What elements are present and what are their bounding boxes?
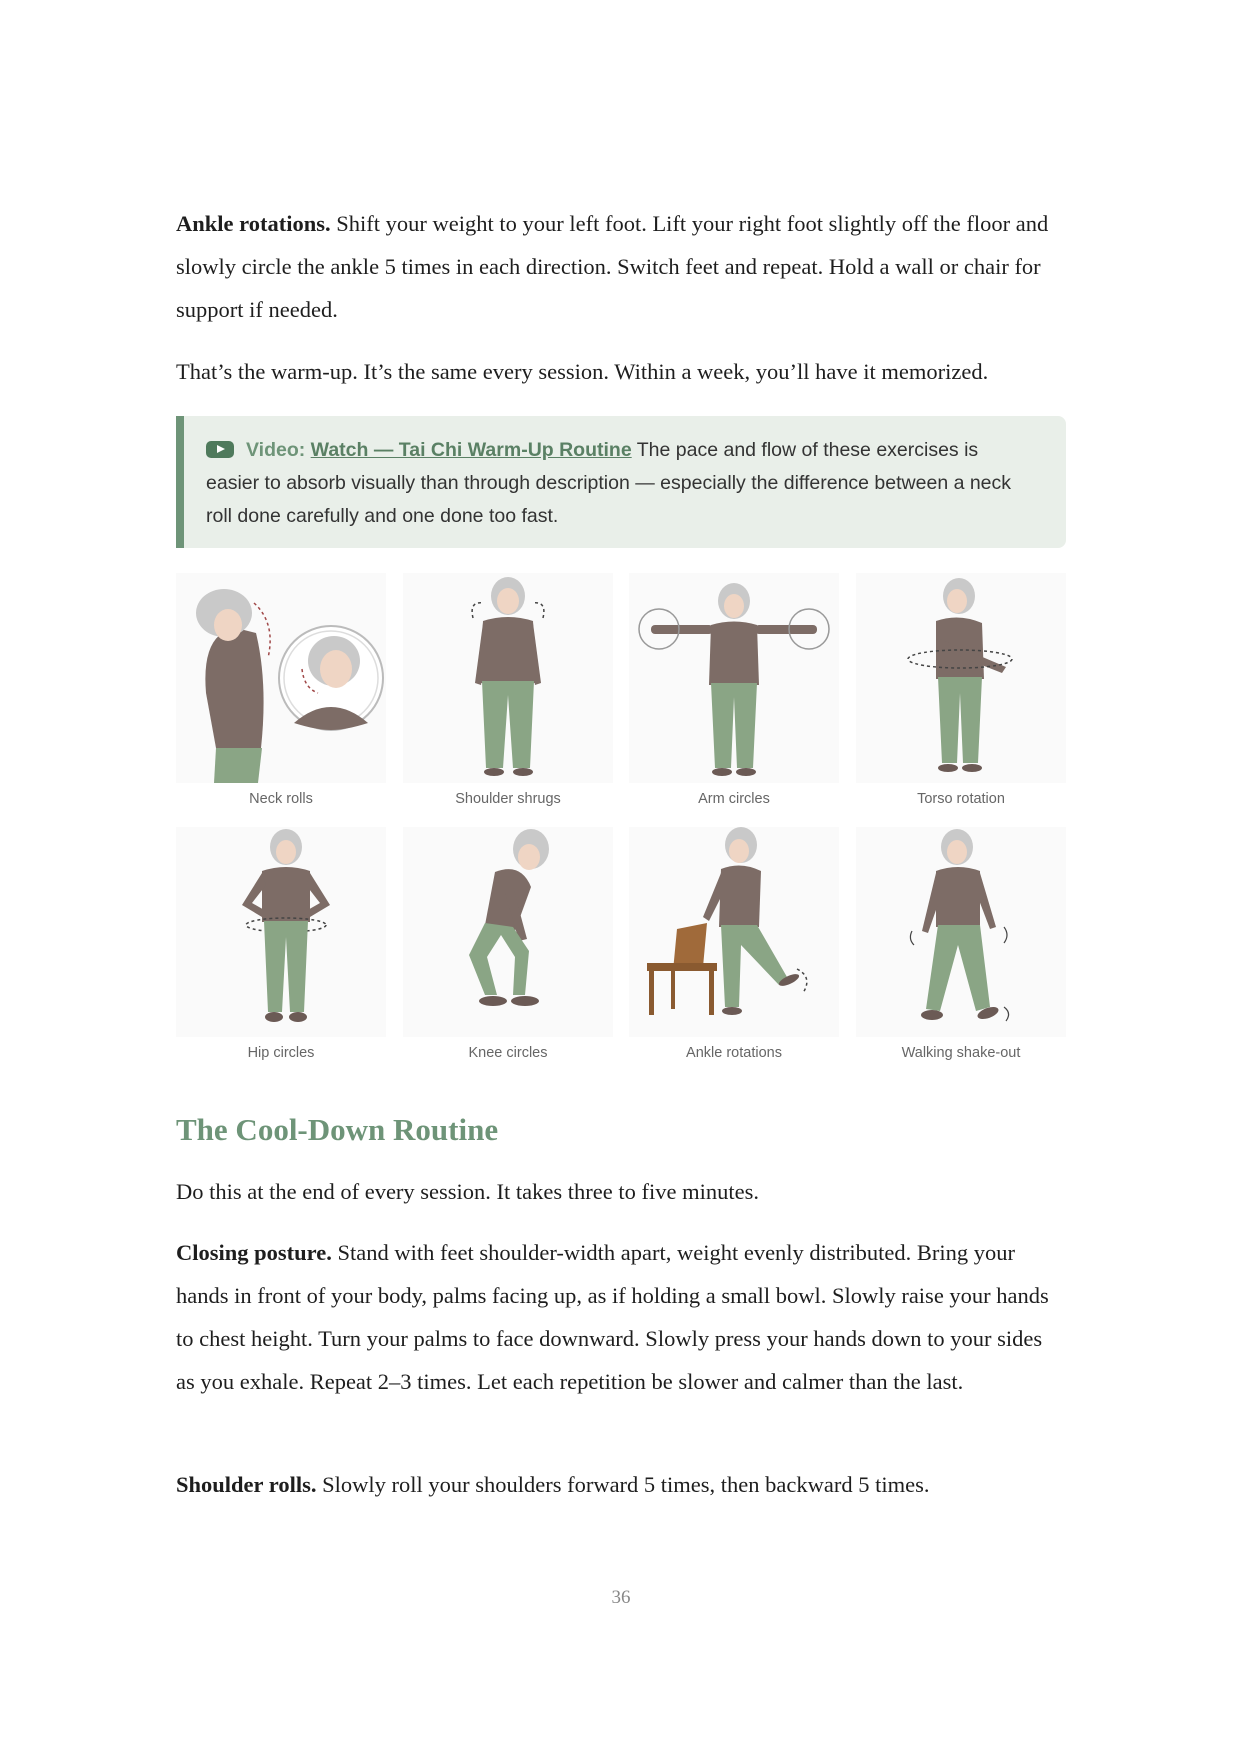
text-shoulder-rolls: Slowly roll your shoulders forward 5 times, then backward 5 times.: [316, 1472, 930, 1497]
paragraph-shoulder-rolls: [176, 1463, 1066, 1506]
arm-circles-figure-icon: [629, 573, 839, 783]
section-heading-cool-down: The Cool-Down Routine: [176, 1112, 499, 1147]
text-closing-posture: Stand with feet shoulder-width apart, weight evenly distributed. Bring your hands in front of your body, palms facing up, as if holding a small bowl. Slowly raise your hands to chest height. Turn your palms to face downward. Slowly press your hands down to your sides as you exhale. Repeat 2–3 times. Let each repetition be slower and calmer than the last.: [176, 1240, 1049, 1394]
illustration-hip-circles: [176, 827, 386, 1061]
paragraph-ankle-rotations: [176, 202, 1066, 331]
illustration-arm-circles: [629, 573, 839, 807]
text-ankle-rotations: Shift your weight to your left foot. Lift your right foot slightly off the floor and slowly circle the ankle 5 times in each direction. Switch feet and repeat. Hold a wall or chair for support if needed.: [176, 211, 1049, 322]
knee-circles-figure-icon: [403, 827, 613, 1037]
paragraph-warmup-end: That’s the warm-up. It’s the same every session. Within a week, you’ll have it memorized.: [176, 359, 989, 384]
caption-neck-rolls: Neck rolls: [249, 791, 313, 807]
neck-rolls-figure-icon: [176, 573, 386, 783]
lead-shoulder-rolls: Shoulder rolls.: [176, 1472, 317, 1497]
video-label: Video:: [246, 439, 306, 461]
caption-torso-rotation: Torso rotation: [917, 791, 1005, 807]
illustration-walking-shake-out: [856, 827, 1066, 1061]
paragraph-cooldown-intro: Do this at the end of every session. It takes three to five minutes.: [176, 1179, 759, 1204]
video-callout: [176, 416, 1066, 548]
page-number: 36: [611, 1587, 631, 1608]
illustration-ankle-rotations: [629, 827, 839, 1061]
illustration-knee-circles: [403, 827, 613, 1061]
lead-ankle-rotations: Ankle rotations.: [176, 211, 331, 236]
torso-rotation-figure-icon: [856, 573, 1066, 783]
illustration-torso-rotation: [856, 573, 1066, 807]
caption-knee-circles: Knee circles: [468, 1045, 548, 1061]
shoulder-shrugs-figure-icon: [403, 573, 613, 783]
illustration-shoulder-shrugs: [403, 573, 613, 807]
caption-arm-circles: Arm circles: [698, 791, 770, 807]
lead-closing-posture: Closing posture.: [176, 1240, 332, 1265]
caption-shoulder-shrugs: Shoulder shrugs: [455, 791, 561, 807]
video-link[interactable]: Watch — Tai Chi Warm-Up Routine: [310, 439, 632, 461]
callout-text: The pace and flow of these exercises is easier to absorb visually than through description — especially the difference between a neck roll done carefully and one done too fast.: [206, 439, 1012, 527]
paragraph-closing-posture: [176, 1231, 1066, 1403]
caption-ankle-rotations: Ankle rotations: [686, 1045, 782, 1061]
illustration-neck-rolls: [176, 573, 386, 807]
caption-hip-circles: Hip circles: [247, 1045, 315, 1061]
hip-circles-figure-icon: [176, 827, 386, 1037]
walking-shake-out-figure-icon: [856, 827, 1066, 1037]
play-icon: [206, 441, 234, 458]
ankle-rotations-figure-icon: [629, 827, 839, 1037]
caption-walking-shake-out: Walking shake-out: [901, 1045, 1021, 1061]
